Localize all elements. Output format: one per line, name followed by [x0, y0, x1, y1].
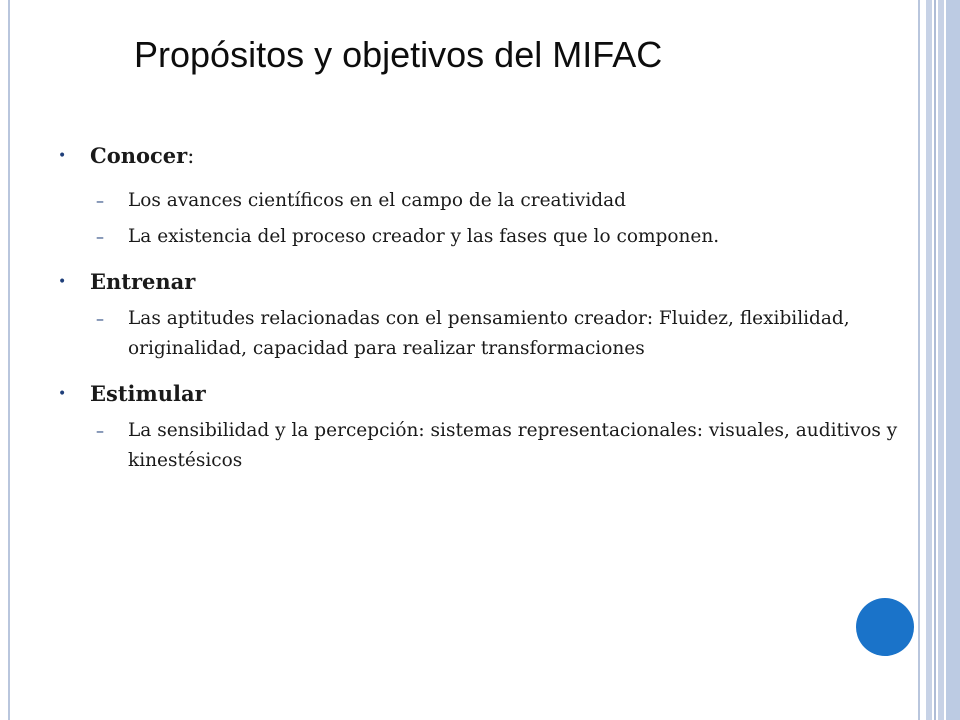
border-line: [934, 0, 936, 720]
sub-bullet: [58, 186, 898, 216]
sub-bullet-text: Las aptitudes relacionadas con el pensamiento creador: Fluidez, flexibilidad, originalidad, capacidad para realizar transformaciones: [128, 308, 850, 359]
sub-bullet: [58, 416, 898, 476]
heading-text: Estimular: [90, 381, 206, 406]
section-estimular: [58, 378, 898, 476]
border-line: [946, 0, 960, 720]
dash-icon: –: [96, 309, 104, 328]
bullet-heading: [58, 140, 898, 172]
border-line: [938, 0, 944, 720]
bullet-heading: [58, 266, 898, 298]
sub-bullet: [58, 304, 898, 364]
sub-bullet-text: La existencia del proceso creador y las fases que lo componen.: [128, 226, 720, 247]
dash-icon: –: [96, 227, 104, 246]
border-line: [918, 0, 920, 720]
sub-bullet-text: La sensibilidad y la percepción: sistemas representacionales: visuales, auditivos y kinestésicos: [128, 420, 898, 471]
dash-icon: –: [96, 421, 104, 440]
heading-text: Entrenar: [90, 269, 196, 294]
bullet-heading: [58, 378, 898, 410]
decorative-circle: [856, 598, 914, 656]
border-line: [926, 0, 932, 720]
heading-suffix: :: [187, 144, 195, 168]
section-conocer: [58, 140, 898, 252]
bullet-icon: •: [58, 148, 67, 164]
slide-frame-left: [8, 0, 10, 720]
sub-bullet-text: Los avances científicos en el campo de la creatividad: [128, 190, 627, 211]
sub-bullet: [58, 222, 898, 252]
bullet-icon: •: [58, 386, 67, 402]
bullet-icon: •: [58, 274, 67, 290]
section-entrenar: [58, 266, 898, 364]
dash-icon: –: [96, 191, 104, 210]
heading-text: Conocer: [90, 143, 188, 168]
bullet-list: [58, 140, 898, 476]
slide-title: Propósitos y objetivos del MIFAC: [134, 34, 663, 75]
